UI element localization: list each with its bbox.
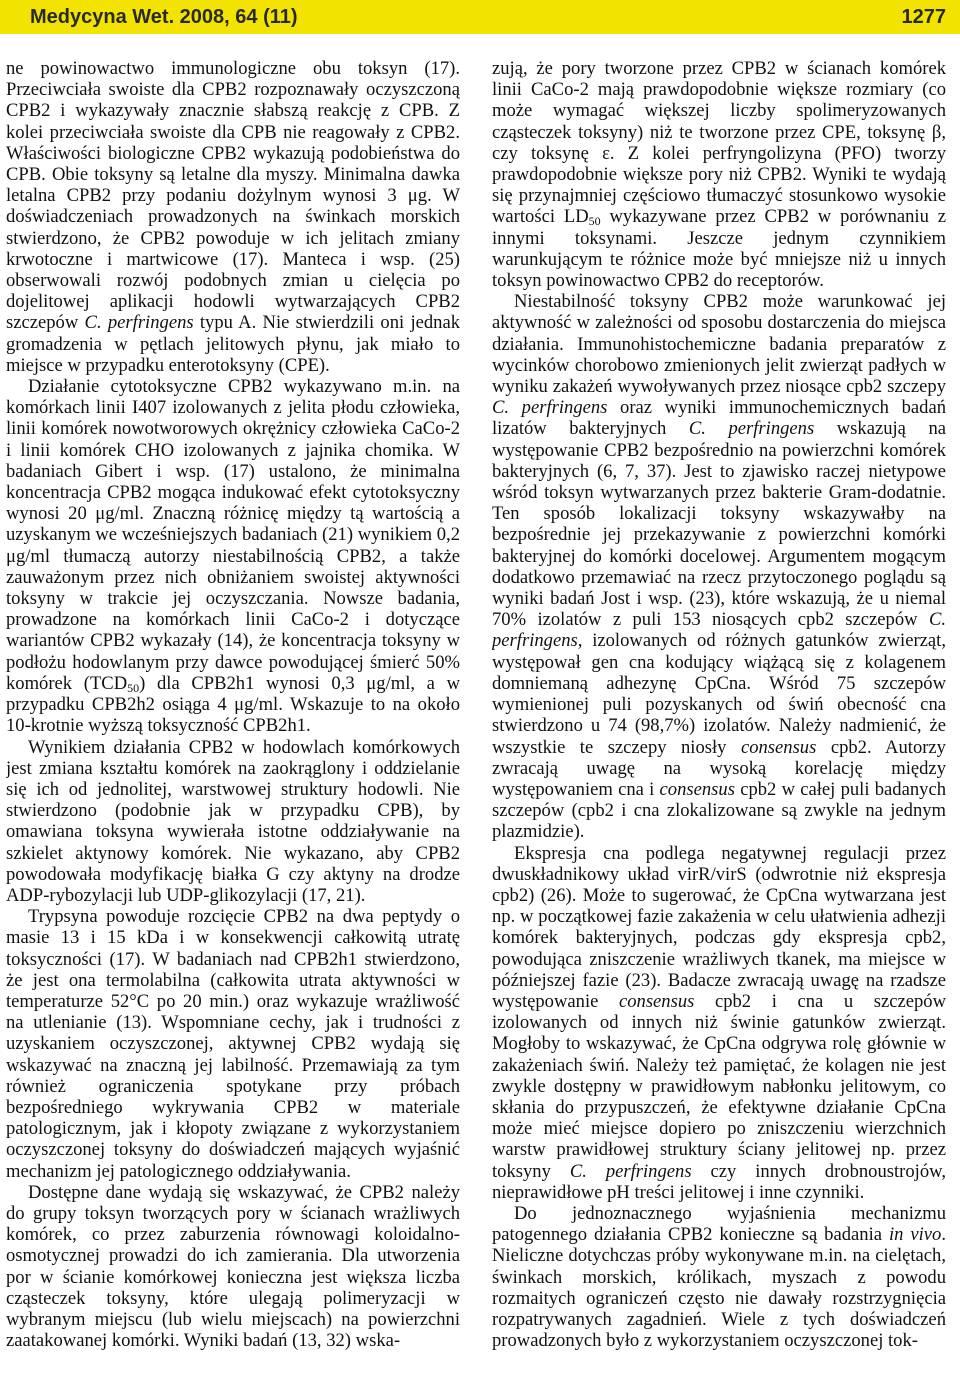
text-run: Wynikiem działania CPB2 w hodowlach komórkowych jest zmiana kształtu komórek na zaokrąglony i oddzielanie się ich od jednolitej, warstwowej struktury hodowli. Nie stwierdzono (podobnie jak w przypadku CPB), by omawiana toksyna wywierała istotne oddziaływanie na szkielet aktynowy komórek. Nie wykazano, aby CPB2 powodowała modyfikację białka G czy aktyny na drodze ADP-rybozylacji lub UDP-glikozylacji (17, 21). bbox=[6, 736, 460, 906]
right-column bbox=[492, 58, 946, 1387]
text-run: wykazywane przez CPB2 w porównaniu z innymi toksynami. Jeszcze jednym czynnikiem warunkującym te różnice może być mniejsze niż u innych toksyn powinowactwo CPB2 do receptorów. bbox=[492, 206, 946, 292]
paragraph bbox=[492, 843, 946, 1203]
text-run: , izolowanych od różnych gatunków zwierząt, występował gen cna kodujący wiążącą się z kolagenem domniemaną adhezynę CpCna. Wśród 75 szczepów wymienionej puli pozyskanych od świń obecność cna stwierdzono u 74 (98,7%) izolatów. Należy nadmienić, że wszystkie te szczepy niosły bbox=[492, 630, 946, 758]
italic-term: in vivo bbox=[888, 1224, 942, 1246]
text-run: Dostępne dane wydają się wskazywać, że CPB2 należy do grupy toksyn tworzących pory w ścianach wrażliwych komórek, co przez zaburzenia równowagi koloidalno-osmotycznej prowadzi do ich zamierania. Dla utworzenia por w ścianie komórkowej konieczna jest większa liczba cząsteczek toksyny, które ulegają polimeryzacji w wybranym miejscu (lub wielu miejscach) na powierzchni zaatakowanej komórki. Wyniki badań (13, 32) wska- bbox=[6, 1181, 460, 1352]
page-number: 1277 bbox=[901, 5, 946, 28]
left-column bbox=[6, 58, 460, 1387]
italic-term: C. perfringens bbox=[688, 418, 815, 440]
text-run: Niestabilność toksyny CPB2 może warunkować jej aktywność w zależności od sposobu dostarczenia do miejsca działania. Immunohistochemiczne badania preparatów z wycinków chorobowo zmienionych jelit zwierząt padłych w wyniku zakażeń wywoływanych przez niosące cpb2 szczepy bbox=[492, 291, 946, 398]
paragraph bbox=[6, 58, 460, 376]
paragraph bbox=[492, 291, 946, 842]
text-run: zują, że pory tworzone przez CPB2 w ścianach komórek linii CaCo-2 mają prawdopodobnie większe rozmiary (co może wymagać większej liczby spolimeryzowanych cząsteczek toksyny) niż te tworzone przez CPE, toksynę β, czy toksynę ε. Z kolei perfryngolizyna (PFO) tworzy prawdopodobnie większe pory niż CPB2. Wyniki te wydają się przynajmniej częściowo tłumaczyć stosunkowo wysokie wartości LD bbox=[492, 58, 946, 228]
text-run: ) dla CPB2h1 wynosi 0,3 μg/ml, a w przypadku CPB2h2 osiąga 4 μg/ml. Wskazuje to na około 10-krotnie wyższą toksyczność CPB2h1. bbox=[6, 672, 460, 737]
text-run: wskazują na występowanie CPB2 bezpośrednio na powierzchni komórek bakteryjnych (6, 7, 37). Jest to zjawisko raczej nietypowe wśród toksyn wytwarzanych przez bakterie Gram-dodatnie. Ten sposób lokalizacji toksyny wskazywałby na bezpośrednie jej przekazywanie z powierzchni komórki bakteryjnej do komórki docelowej. Argumentem mogącym dodatkowo przemawiać na rzecz przytoczonego poglądu są wyniki badań Jost i wsp. (23), które wskazują, że u niemal 70% izolatów z puli 153 niosących cpb2 szczepów bbox=[492, 418, 946, 631]
subscript: 50 bbox=[127, 680, 140, 695]
paragraph bbox=[6, 1182, 460, 1352]
text-run: ne powinowactwo immunologiczne obu toksyn (17). Przeciwciała swoiste dla CPB2 rozpoznawały oczyszczoną CPB2 i wykazywały znacznie słabszą reakcję z CPB. Z kolei przeciwciała swoiste dla CPB nie reagowały z CPB2. Właściwości biologiczne CPB2 wykazują podobieństwa do CPB. Obie toksyny są letalne dla myszy. Minimalna dawka letalna CPB2 przy podaniu dożylnym wynosi 3 μg. W doświadczeniach prowadzonych na świnkach morskich stwierdzono, że CPB2 powoduje w ich jelitach zmiany krwotoczne i martwicowe (17). Manteca i wsp. (25) obserwowali rozwój podobnych zmian u cielęcia po dojelitowej aplikacji hodowli wytwarzających CPB2 szczepów bbox=[6, 58, 460, 334]
italic-term: C. perfringens bbox=[569, 1160, 692, 1182]
italic-term: consensus bbox=[618, 990, 695, 1012]
paragraph bbox=[6, 376, 460, 736]
text-run: Do jednoznacznego wyjaśnienia mechanizmu patogennego działania CPB2 konieczne są badania bbox=[492, 1202, 946, 1246]
text-run: Trypsyna powoduje rozcięcie CPB2 na dwa peptydy o masie 13 i 15 kDa i w konsekwencji całkowitą utratę toksyczności (17). W badaniach nad CPB2h1 stwierdzono, że jest ona termolabilna (całkowita utrata aktywności w temperaturze 52°C po 20 min.) oraz wykazuje wrażliwość na utlenianie (13). Wspomniane cechy, jak i trudności z uzyskaniem oczyszczonej, aktywnej CPB2 wydają się wskazywać na znaczną jej labilność. Przemawiają za tym również ograniczenia spotykane przy próbach bezpośredniego wykrywania CPB2 w materiale patologicznym, jak i kłopoty związane z wykorzystaniem oczyszczonej toksyny do doświadczeń mających wyjaśnić mechanizm jej patologicznego oddziaływania. bbox=[6, 906, 460, 1182]
text-run: cpb2 w całej puli badanych szczepów (cpb2 i cna zlokalizowane są zwykle na jednym plazmidzie). bbox=[492, 778, 946, 843]
italic-term: C. perfringens bbox=[492, 609, 946, 652]
paragraph bbox=[492, 1203, 946, 1351]
italic-term: consensus bbox=[659, 778, 735, 800]
italic-term: C. perfringens bbox=[492, 397, 608, 419]
italic-term: C. perfringens bbox=[84, 312, 194, 334]
text-run: oraz wyniki immunochemicznych badań lizatów bakteryjnych bbox=[492, 397, 946, 440]
subscript: 50 bbox=[588, 214, 601, 229]
italic-term: consensus bbox=[740, 736, 817, 758]
text-run: Ekspresja cna podlega negatywnej regulacji przez dwuskładnikowy układ virR/virS (odwrotnie niż ekspresja cpb2) (26). Może to sugerować, że CpCna wytwarzana jest np. w początkowej fazie zakażenia w celu ułatwienia adhezji komórek bakteryjnych, podczas gdy ekspresja cpb2, powodująca zniszczenie wrażliwych tkanek, ma miejsce w późniejszej fazie (23). Badacze zwracają uwagę na rzadsze występowanie bbox=[492, 842, 946, 1012]
text-run: . Nieliczne dotychczas próby wykonywane m.in. na cielętach, świnkach morskich, królikach, myszach z powodu rozmaitych ograniczeń często nie dawały rozstrzygnięcia rozpatrywanych zagadnień. Wiele z tych doświadczeń prowadzonych było z wykorzystaniem oczyszczonej tok- bbox=[492, 1224, 946, 1352]
paragraph bbox=[6, 906, 460, 1182]
paragraph bbox=[6, 737, 460, 907]
text-run: Działanie cytotoksyczne CPB2 wykazywano m.in. na komórkach linii I407 izolowanych z jelita płodu człowieka, linii komórek nowotworowych okrężnicy człowieka CaCo-2 i linii komórek CHO izolowanych z jajnika chomika. W badaniach Gibert i wsp. (17) ustalono, że minimalna koncentracja CPB2 mogąca indukować efekt cytotoksyczny wynosi 20 μg/ml. Znaczną różnicę między tą wartością a uzyskanym we wcześniejszych badaniach (21) wynikiem 0,2 μg/ml tłumaczą autorzy niestabilnością CPB2, a także zauważonym przez nich obniżaniem swoistej aktywności toksyny w trakcie jej oczyszczania. Nowsze badania, prowadzone na komórkach linii CaCo-2 i dotyczące wariantów CPB2 wykazały (14), że koncentracja toksyny w podłożu hodowlanym przy dawce powodującej śmierć 50% komórek (TCD bbox=[6, 376, 460, 694]
article-body bbox=[0, 58, 960, 1387]
text-run: cpb2 i cna u szczepów izolowanych od innych niż świnie gatunków zwierząt. Mogłoby to wskazywać, że CpCna odgrywa rolę głównie w zakażeniach świń. Należy też pamiętać, że kolagen nie jest zwykle dostępny w prawidłowym nabłonku jelitowym, co skłania do przypuszczeń, że efektywne działanie CpCna może mieć miejsce dopiero po zniszczeniu wierzchnich warstw prawidłowej struktury ściany jelitowej np. przez toksyny bbox=[492, 990, 946, 1182]
journal-citation: Medycyna Wet. 2008, 64 (11) bbox=[30, 5, 298, 28]
paragraph bbox=[492, 58, 946, 291]
text-run: typu A. Nie stwierdzili oni jednak gromadzenia w pętlach jelitowych płynu, jak miało to miejsce w przypadku enterotoksyny (CPE). bbox=[6, 312, 460, 376]
text-run: czy innych drobnoustrojów, nieprawidłowe pH treści jelitowej i inne czynniki. bbox=[492, 1160, 946, 1203]
running-header bbox=[0, 0, 960, 34]
text-run: cpb2. Autorzy zwracają uwagę na wysoką korelację między występowaniem cna i bbox=[492, 736, 946, 800]
